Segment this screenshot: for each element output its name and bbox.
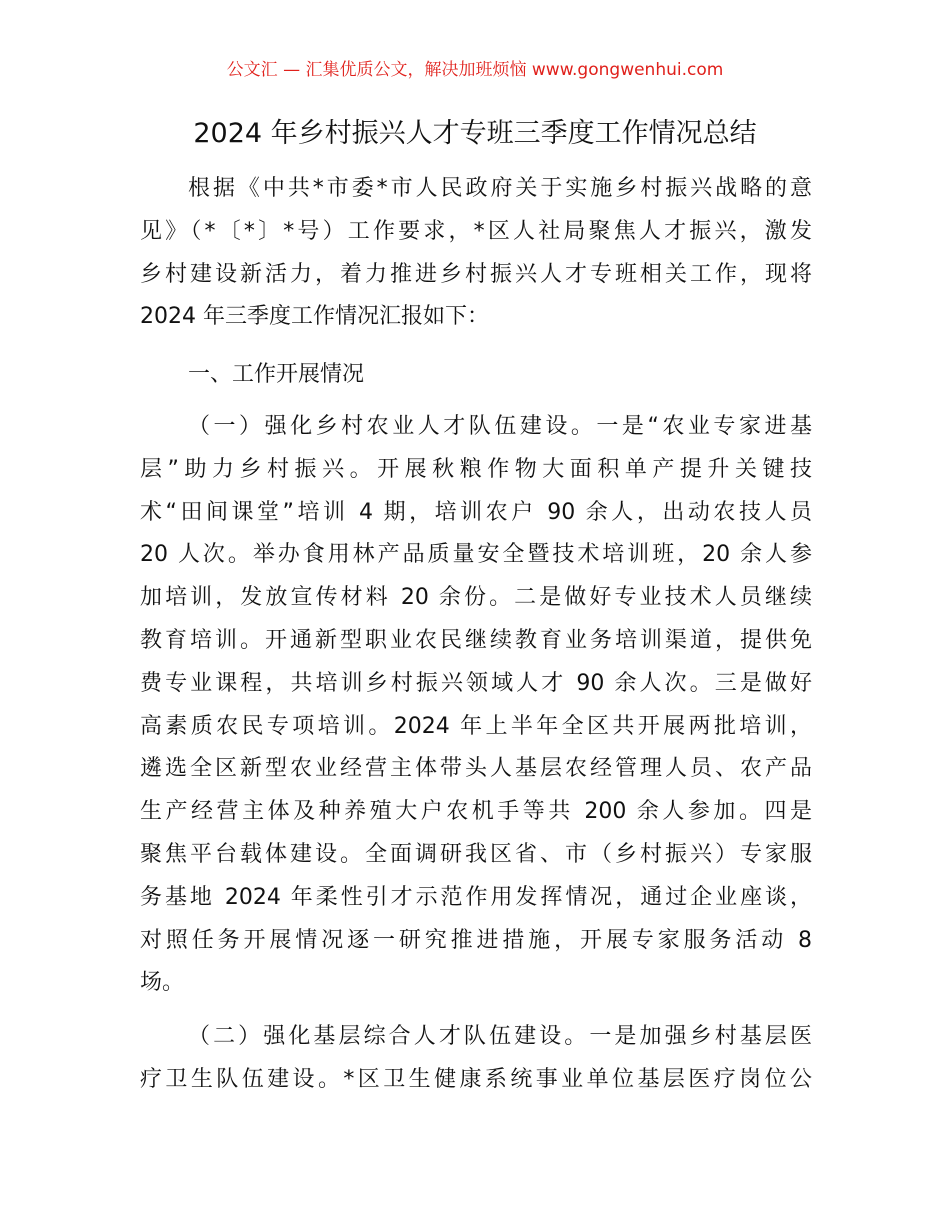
- body-line: 生产经营主体及种养殖大户农机手等共 200 余人参加。四是: [140, 799, 812, 825]
- body-line: 术“田间课堂”培训 4 期，培训农户 90 余人，出动农技人员: [140, 499, 812, 525]
- body-line: 教育培训。开通新型职业农民继续教育业务培训渠道，提供免: [140, 627, 812, 653]
- body-line: （二）强化基层综合人才队伍建设。一是加强乡村基层医: [188, 1024, 812, 1049]
- body-line: 层”助力乡村振兴。开展秋粮作物大面积单产提升关键技: [140, 456, 812, 482]
- part-one-paragraph: [140, 406, 812, 1005]
- body-line: 费专业课程，共培训乡村振兴领域人才 90 余人次。三是做好: [140, 670, 812, 696]
- part-two-paragraph: [140, 1016, 812, 1102]
- intro-line: 见》（*〔*〕*号）工作要求，*区人社局聚焦人才振兴，激发: [140, 218, 812, 244]
- section-heading-text: 一、工作开展情况: [188, 362, 365, 387]
- body-line: 高素质农民专项培训。2024 年上半年全区共开展两批培训，: [140, 713, 812, 739]
- body-line: 对照任务开展情况逐一研究推进措施，开展专家服务活动 8: [140, 927, 812, 953]
- intro-line: 2024 年三季度工作情况汇报如下：: [140, 304, 489, 330]
- body-line: 加培训，发放宣传材料 20 余份。二是做好专业技术人员继续: [140, 585, 812, 611]
- body-line: 20 人次。举办食用林产品质量安全暨技术培训班，20 余人参: [140, 542, 812, 568]
- document-title: 2024 年乡村振兴人才专班三季度工作情况总结: [193, 118, 757, 149]
- body-line: 务基地 2024 年柔性引才示范作用发挥情况，通过企业座谈，: [140, 884, 812, 910]
- section-heading: [140, 354, 812, 397]
- intro-line: 乡村建设新活力，着力推进乡村振兴人才专班相关工作，现将: [140, 261, 812, 287]
- body-line: 场。: [140, 970, 185, 996]
- intro-line: 根据《中共*市委*市人民政府关于实施乡村振兴战略的意: [188, 176, 812, 201]
- body-line: 聚焦平台载体建设。全面调研我区省、市（乡村振兴）专家服: [140, 841, 812, 867]
- intro-paragraph: [140, 168, 812, 339]
- body-line: （一）强化乡村农业人才队伍建设。一是“农业专家进基: [188, 414, 812, 439]
- body-line: 遴选全区新型农业经营主体带头人基层农经管理人员、农产品: [140, 756, 812, 782]
- site-banner: 公文汇 — 汇集优质公文，解决加班烦恼 www.gongwenhui.com: [226, 60, 724, 80]
- body-line: 疗卫生队伍建设。*区卫生健康系统事业单位基层医疗岗位公: [140, 1066, 812, 1092]
